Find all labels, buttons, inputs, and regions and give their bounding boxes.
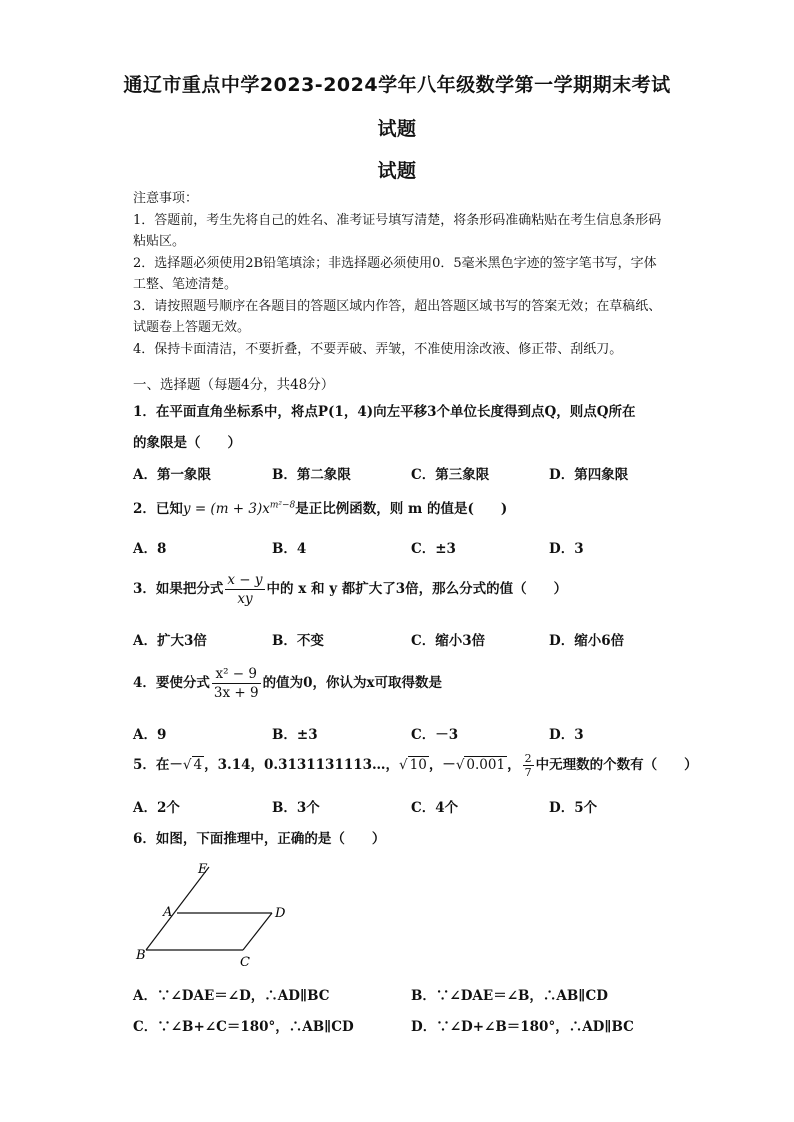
q1-option-d[interactable]: D．第四象限 xyxy=(549,467,629,483)
q6-option-b[interactable]: B．∵∠DAE＝∠B，∴AB∥CD xyxy=(411,988,608,1004)
q2-option-b[interactable]: B．4 xyxy=(272,541,307,557)
q5-mid1: ，3.14，0.3131131113…， xyxy=(204,757,400,773)
q4-numerator: x² − 9 xyxy=(212,665,261,684)
q5-option-a[interactable]: A．2个 xyxy=(133,800,180,816)
q5-fraction-num: 2 xyxy=(524,752,532,765)
note-item-3: 3．请按照题号顺序在各题目的答题区域内作答，超出答题区域书写的答案无效；在草稿纸、试题卷上答题无效。 xyxy=(133,298,662,335)
q2-prefix: 2．已知 xyxy=(133,501,183,517)
q4-option-d[interactable]: D．3 xyxy=(549,727,584,743)
q4-fraction xyxy=(212,665,261,702)
section-heading: 一、选择题（每题4分，共48分） xyxy=(133,377,335,393)
question-1-line2: 的象限是（ ） xyxy=(133,435,241,451)
question-6-stem: 6．如图，下面推理中，正确的是（ ） xyxy=(133,831,386,847)
exam-subtitle: 试题 xyxy=(377,118,417,140)
q6-option-a[interactable]: A．∵∠DAE＝∠D，∴AD∥BC xyxy=(133,988,330,1004)
q5-mid2: ，－ xyxy=(428,757,456,773)
question-3 xyxy=(133,571,567,608)
q3-prefix: 3．如果把分式 xyxy=(133,581,224,597)
q3-fraction xyxy=(225,571,264,608)
q2-option-d[interactable]: D．3 xyxy=(549,541,584,557)
label-b: B xyxy=(136,948,146,963)
q5-option-d[interactable]: D．5个 xyxy=(549,800,598,816)
q2-option-c[interactable]: C．±3 xyxy=(411,541,456,557)
notes-block xyxy=(133,188,663,360)
label-d: D xyxy=(275,906,286,921)
label-a: A xyxy=(163,905,173,920)
q6-option-c[interactable]: C．∵∠B+∠C＝180°，∴AB∥CD xyxy=(133,1019,354,1035)
q3-option-a[interactable]: A．扩大3倍 xyxy=(133,633,207,649)
exam-subtitle-repeat: 试题 xyxy=(377,160,417,182)
q5-sqrt-10: √ 10 xyxy=(399,757,427,773)
q1-option-a[interactable]: A．第一象限 xyxy=(133,467,211,483)
note-item-1: 1．答题前，考生先将自己的姓名、准考证号填写清楚，将条形码准确粘贴在考生信息条形码粘贴区。 xyxy=(133,212,662,249)
question-5 xyxy=(133,752,698,779)
q4-option-a[interactable]: A．9 xyxy=(133,727,167,743)
label-e: E xyxy=(198,862,208,877)
q5-sqrt-0001: √ 0.001 xyxy=(455,757,506,773)
question-1-line1: 1．在平面直角坐标系中，将点P(1，4)向左平移3个单位长度得到点Q，则点Q所在 xyxy=(133,404,636,420)
q5-radicand-3: 0.001 xyxy=(466,757,506,773)
q4-prefix: 4．要使分式 xyxy=(133,675,210,691)
q3-denominator: xy xyxy=(237,591,253,607)
question-2 xyxy=(133,497,507,517)
q2-option-a[interactable]: A．8 xyxy=(133,541,167,557)
q5-suffix: 中无理数的个数有（ ） xyxy=(535,757,698,773)
q5-option-b[interactable]: B．3个 xyxy=(272,800,320,816)
line-d-c xyxy=(243,913,272,950)
q5-fraction xyxy=(523,752,534,779)
q5-radicand-2: 10 xyxy=(409,757,427,773)
q3-option-d[interactable]: D．缩小6倍 xyxy=(549,633,625,649)
q1-option-c[interactable]: C．第三象限 xyxy=(411,467,490,483)
question-4 xyxy=(133,665,442,702)
q6-geometry-figure xyxy=(130,855,300,970)
q1-option-b[interactable]: B．第二象限 xyxy=(272,467,351,483)
q2-exponent: m²−8 xyxy=(269,500,296,511)
q4-denominator: 3x + 9 xyxy=(213,685,259,701)
q3-numerator: x − y xyxy=(227,572,263,588)
q4-option-c[interactable]: C．－3 xyxy=(411,727,459,743)
q5-radicand-1: 4 xyxy=(193,757,203,773)
q5-mid3: ， xyxy=(507,757,521,773)
q5-fraction-den: 7 xyxy=(524,766,532,779)
q5-option-c[interactable]: C．4个 xyxy=(411,800,459,816)
q3-middle: 中的 x 和 y 都扩大了3倍，那么分式的值（ ） xyxy=(266,581,568,597)
q5-prefix: 5．在－ xyxy=(133,757,183,773)
label-c: C xyxy=(240,955,250,970)
exam-title: 通辽市重点中学2023-2024学年八年级数学第一学期期末考试 xyxy=(123,74,671,96)
q6-option-d[interactable]: D．∵∠D+∠B＝180°，∴AD∥BC xyxy=(411,1019,634,1035)
line-b-e xyxy=(146,867,209,950)
q2-formula: y = (m + 3)x xyxy=(182,501,270,517)
q4-option-b[interactable]: B．±3 xyxy=(272,727,318,743)
q5-sqrt-4: √ 4 xyxy=(182,757,203,773)
q2-suffix: 是正比例函数，则 m 的值是( ) xyxy=(295,501,508,517)
q3-option-b[interactable]: B．不变 xyxy=(272,633,324,649)
note-item-4: 4．保持卡面清洁，不要折叠，不要弄破、弄皱，不准使用涂改液、修正带、刮纸刀。 xyxy=(133,341,623,357)
notes-heading: 注意事项： xyxy=(133,191,199,206)
q4-suffix: 的值为0，你认为x可取得数是 xyxy=(262,675,443,691)
q3-option-c[interactable]: C．缩小3倍 xyxy=(411,633,486,649)
note-item-2: 2．选择题必须使用2B铅笔填涂；非选择题必须使用0．5毫米黑色字迹的签字笔书写，字体工整、笔迹清楚。 xyxy=(133,255,657,292)
